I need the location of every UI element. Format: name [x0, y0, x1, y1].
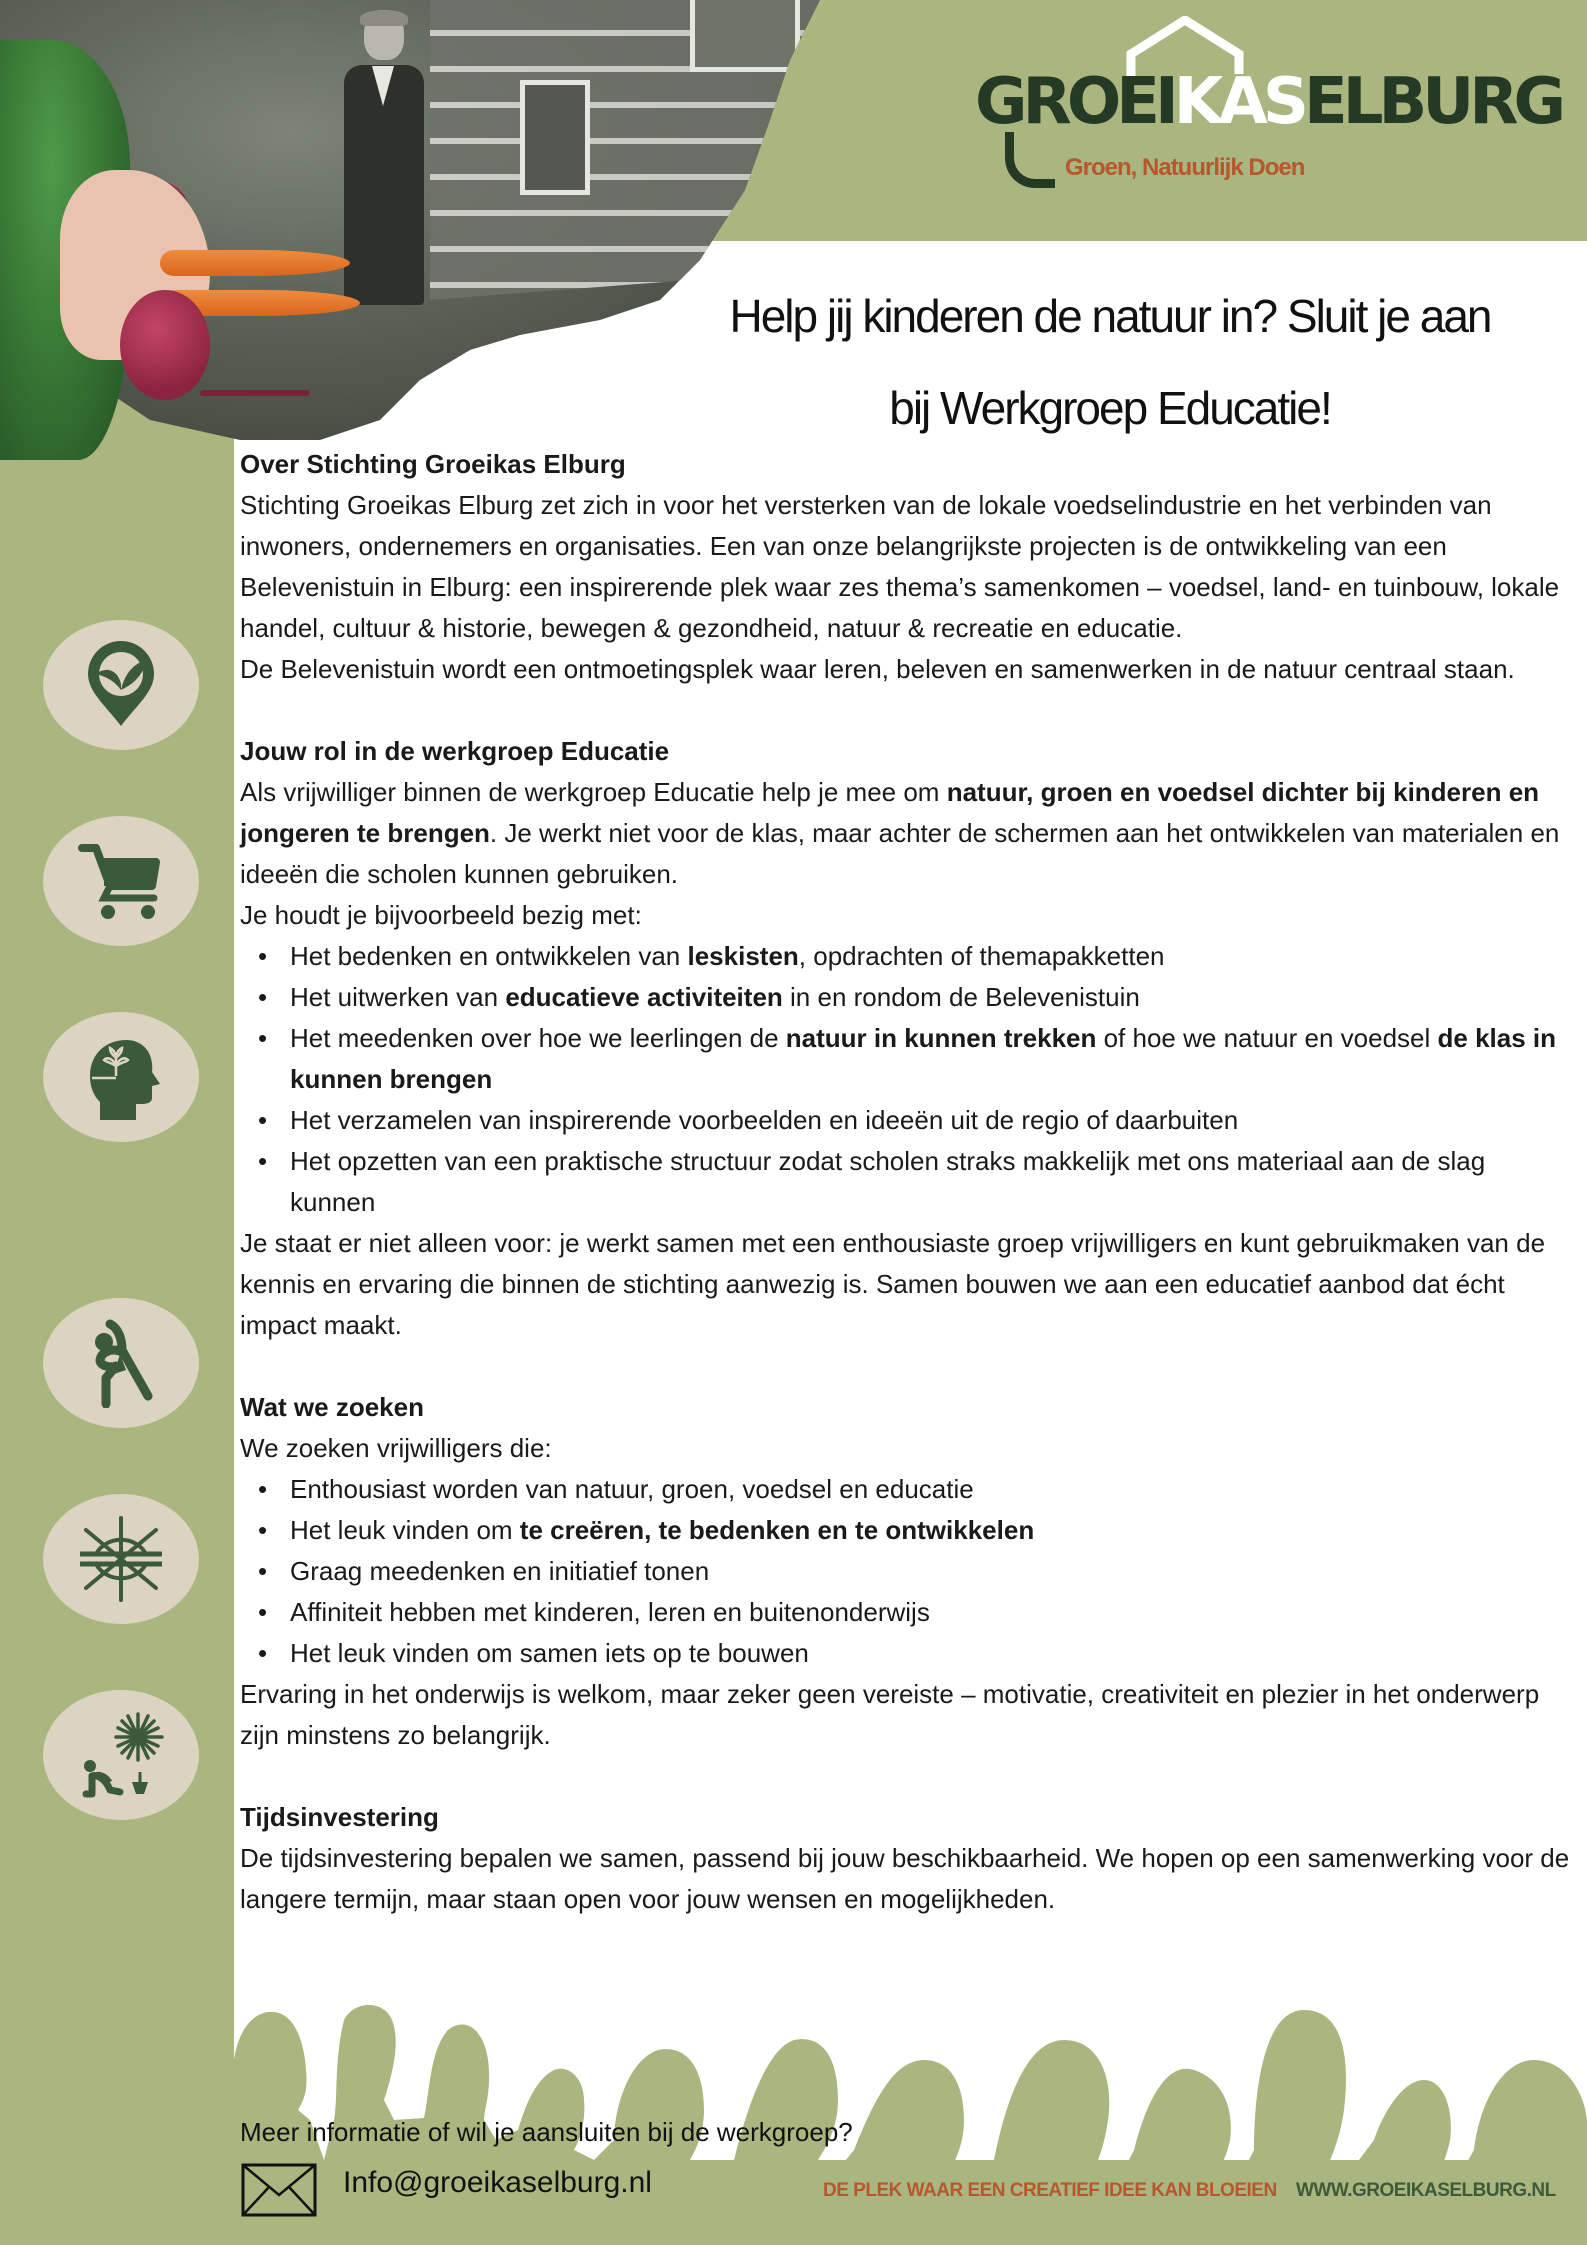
- photo-carrot: [160, 250, 350, 276]
- text-run: Het bedenken en ontwikkelen van: [290, 941, 688, 971]
- list-item: • Het verzamelen van inspirerende voorbeelden en ideeën uit de regio of daarbuiten: [240, 1100, 1570, 1141]
- section-title: Wat we zoeken: [240, 1392, 424, 1422]
- logo-r-tail: [1005, 132, 1055, 188]
- text-run: Het leuk vinden om: [290, 1515, 520, 1545]
- logo-tagline: Groen, Natuurlijk Doen: [1065, 154, 1305, 181]
- paragraph: Stichting Groeikas Elburg zet zich in voor het versterken van de lokale voedselindustrie en het verbinden van inwoners, ondernemers en organisaties. Een van onze belangrijkste projecten is de ontwikkeling van een Belevenistuin in Elburg: een inspirerende plek waar zes thema’s samenkomen – voedsel, land- en tuinbouw, lokale handel, cultuur & historie, bewegen & gezondheid, natuur & recreatie en educatie.: [240, 490, 1560, 643]
- section-spacer: [240, 1346, 1570, 1387]
- bold-text: educatieve activiteiten: [505, 982, 783, 1012]
- theme-icon-badge: [43, 816, 199, 946]
- logo-word-elburg: ELBURG: [1303, 65, 1562, 139]
- headline-line-2: bij Werkgroep Educatie!: [889, 382, 1331, 434]
- shopping-cart-icon: [76, 836, 166, 926]
- paragraph: De tijdsinvestering bepalen we samen, passend bij jouw beschikbaarheid. We hopen op een samenwerking voor de langere termijn, maar staan open voor jouw wensen en mogelijkheden.: [240, 1843, 1570, 1914]
- paragraph: [240, 772, 1570, 895]
- headline-line-1: Help jij kinderen de natuur in? Sluit je aan: [729, 290, 1491, 342]
- list-item: • Enthousiast worden van natuur, groen, voedsel en educatie: [240, 1469, 1570, 1510]
- bold-text: leskisten: [687, 941, 799, 971]
- website-url-link[interactable]: WWW.GROEIKASELBURG.NL: [1296, 2180, 1556, 2201]
- section-spacer: [240, 690, 1570, 731]
- section-spacer: [240, 1756, 1570, 1797]
- gardener-cap: [360, 10, 408, 26]
- list-item: • Graag meedenken en initiatief tonen: [240, 1551, 1570, 1592]
- bold-text: de klas in kunnen brengen: [290, 1023, 1556, 1094]
- section-title: Over Stichting Groeikas Elburg: [240, 449, 626, 479]
- section-time: [240, 1797, 1570, 1920]
- logo-word-kas: KAS: [1173, 65, 1304, 139]
- location-leaf-icon: [76, 640, 166, 730]
- text-run: of hoe we natuur en voedsel: [1096, 1023, 1438, 1053]
- footer-slogan: DE PLEK WAAR EEN CREATIEF IDEE KAN BLOEIEN: [823, 2180, 1277, 2201]
- mail-icon: [241, 2163, 317, 2217]
- main-content: [240, 444, 1570, 1920]
- section-title: Tijdsinvestering: [240, 1802, 439, 1832]
- requirements-list: [240, 1469, 1570, 1674]
- ship-wheel-icon: [76, 1514, 166, 1604]
- text-run: Het uitwerken van: [290, 982, 506, 1012]
- list-item: [240, 1510, 1570, 1551]
- list-item: [240, 1018, 1570, 1100]
- list-item: • Het opzetten van een praktische structuur zodat scholen straks makkelijk met ons materiaal aan de slag kunnen: [240, 1141, 1570, 1223]
- bold-text: natuur, groen en voedsel dichter bij kinderen en jongeren te brengen: [240, 777, 1540, 848]
- paragraph: Je staat er niet alleen voor: je werkt samen met een enthousiaste groep vrijwilligers en kunt gebruikmaken van de kennis en ervaring die binnen de stichting aanwezig is. Samen bouwen we aan een educatief aanbod dat écht impact maakt.: [240, 1228, 1546, 1340]
- photo-beet-root: [200, 390, 310, 396]
- list-item: • Het leuk vinden om samen iets op te bouwen: [240, 1633, 1570, 1674]
- paragraph: Ervaring in het onderwijs is welkom, maar zeker geen vereiste – motivatie, creativiteit en plezier in het onderwerp zijn minstens zo belangrijk.: [240, 1679, 1540, 1750]
- bold-text: natuur in kunnen trekken: [785, 1023, 1097, 1053]
- logo-wordmark: [975, 65, 1562, 139]
- stretching-person-icon: [76, 1318, 166, 1408]
- recreation-sun-icon: [76, 1710, 166, 1800]
- section-role: [240, 731, 1570, 1346]
- list-item: • Affiniteit hebben met kinderen, leren en buitenonderwijs: [240, 1592, 1570, 1633]
- section-seek: [240, 1387, 1570, 1756]
- text-run: , opdrachten of themapakketten: [798, 941, 1165, 971]
- theme-icon-badge: [43, 1012, 199, 1142]
- head-plant-icon: [76, 1032, 166, 1122]
- list-item: [240, 977, 1570, 1018]
- section-title: Jouw rol in de werkgroep Educatie: [240, 736, 670, 766]
- contact-email-link[interactable]: Info@groeikaselburg.nl: [343, 2166, 652, 2199]
- theme-icon-badge: [43, 1298, 199, 1428]
- list-item: [240, 936, 1570, 977]
- theme-icon-badge: [43, 620, 199, 750]
- text-run: Het meedenken over hoe we leerlingen de: [290, 1023, 786, 1053]
- paragraph: Je houdt je bijvoorbeeld bezig met:: [240, 900, 642, 930]
- paragraph: We zoeken vrijwilligers die:: [240, 1433, 552, 1463]
- text-run: Als vrijwilliger binnen de werkgroep Educatie help je mee om: [240, 777, 947, 807]
- theme-icon-badge: [43, 1690, 199, 1820]
- bold-text: te creëren, te bedenken en te ontwikkelen: [519, 1515, 1035, 1545]
- photo-window: [520, 80, 590, 195]
- text-run: . Je werkt niet voor de klas, maar achter de schermen aan het ontwikkelen van materialen en ideeën die scholen kunnen gebruiken.: [240, 818, 1560, 889]
- photo-beet: [120, 290, 210, 400]
- theme-icon-badge: [43, 1494, 199, 1624]
- text-run: in en rondom de Belevenistuin: [782, 982, 1140, 1012]
- section-about: [240, 444, 1570, 690]
- groeikas-elburg-logo: [975, 14, 1562, 194]
- footer-question: Meer informatie of wil je aansluiten bij de werkgroep?: [240, 2117, 853, 2147]
- logo-word-groei: GROEI: [975, 65, 1174, 139]
- page-headline: [660, 270, 1560, 454]
- paragraph: De Belevenistuin wordt een ontmoetingsplek waar leren, beleven en samenwerken in de natuur centraal staan.: [240, 654, 1515, 684]
- role-task-list: [240, 936, 1570, 1223]
- photo-window: [690, 0, 800, 72]
